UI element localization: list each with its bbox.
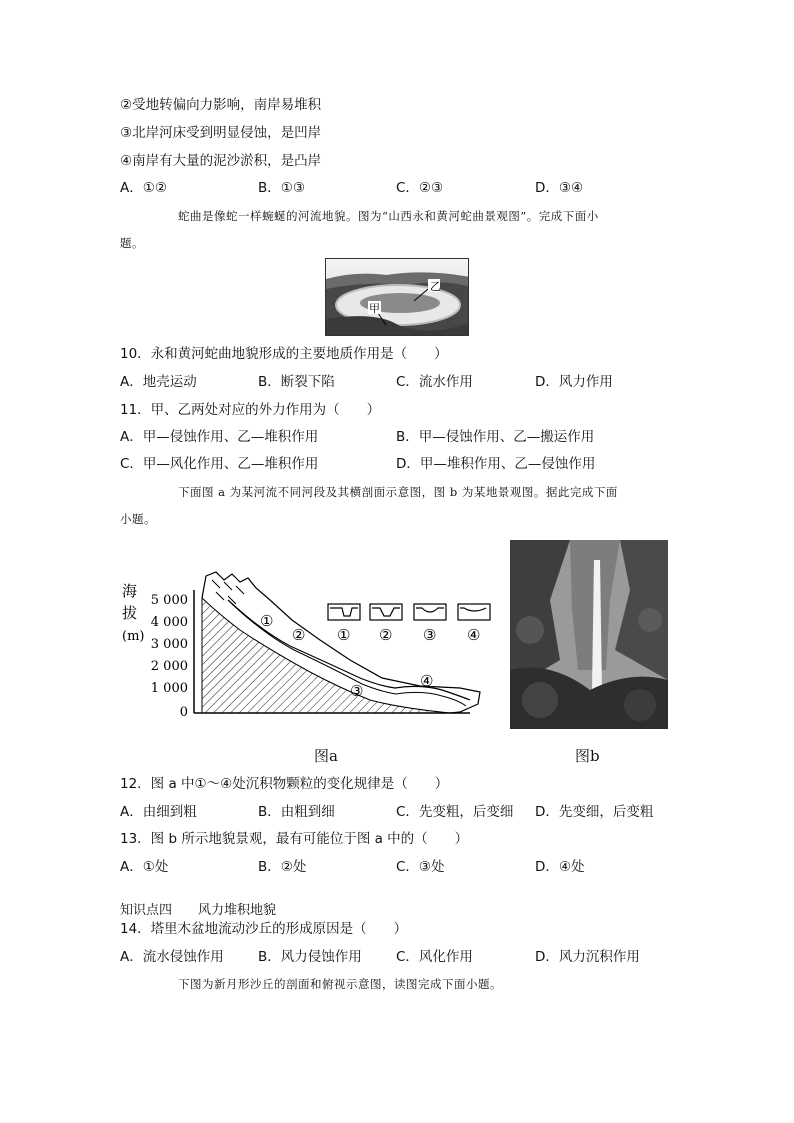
q14-option-d: D．风力沉积作用 <box>535 949 640 965</box>
q14-stem: 14．塔里木盆地流动沙丘的形成原因是（ ） <box>120 921 408 937</box>
tick-0: 0 <box>179 705 188 720</box>
label-jia: 甲 <box>369 302 380 315</box>
q13-option-d: D．④处 <box>535 859 585 875</box>
intro-meander-line1: 蛇曲是像蛇一样蜿蜒的河流地貌。图为“山西永和黄河蛇曲景观图”。完成下面小 <box>178 209 599 223</box>
section-label-1: ① <box>337 626 351 644</box>
q12-option-c: C．先变粗，后变细 <box>396 804 514 820</box>
tick-5000: 5 000 <box>150 593 188 608</box>
q13-option-a: A．①处 <box>120 859 169 875</box>
q11-option-c: C．甲—风化作用、乙—堆积作用 <box>120 456 319 472</box>
y-axis-char2: 拔 <box>122 604 138 622</box>
q14-option-b: B．风力侵蚀作用 <box>258 949 362 965</box>
figure-b-caption: 图b <box>575 747 600 765</box>
q11-stem: 11．甲、乙两处对应的外力作用为（ ） <box>120 402 381 418</box>
tick-3000: 3 000 <box>150 637 188 652</box>
tick-1000: 1 000 <box>150 681 188 696</box>
statement-3: ③北岸河床受到明显侵蚀，是凹岸 <box>120 125 322 141</box>
river-profile-diagram <box>120 560 500 720</box>
q10-option-c: C．流水作用 <box>396 374 473 390</box>
q12-option-d: D．先变细，后变粗 <box>535 804 654 820</box>
q13-stem: 13．图 b 所示地貌景观，最有可能位于图 a 中的（ ） <box>120 831 469 847</box>
q12-option-a: A．由细到粗 <box>120 804 197 820</box>
section-label-3: ③ <box>423 626 437 644</box>
q12-option-b: B．由粗到细 <box>258 804 335 820</box>
q14-option-a: A．流水侵蚀作用 <box>120 949 224 965</box>
figure-a-caption: 图a <box>314 747 338 765</box>
q10-stem: 10．永和黄河蛇曲地貌形成的主要地质作用是（ ） <box>120 346 448 362</box>
q10-option-b: B．断裂下陷 <box>258 374 335 390</box>
section-label-4: ④ <box>467 626 481 644</box>
q11-option-a: A．甲—侵蚀作用、乙—堆积作用 <box>120 429 319 445</box>
intro-river-line1: 下面图 a 为某河流不同河段及其横剖面示意图，图 b 为某地景观图。据此完成下面 <box>178 485 618 499</box>
y-axis-char1: 海 <box>122 582 138 600</box>
point-3: ③ <box>350 682 364 700</box>
q9-option-c: C．②③ <box>396 180 444 196</box>
q12-stem: 12．图 a 中①～④处沉积物颗粒的变化规律是（ ） <box>120 776 449 792</box>
label-yi: 乙 <box>430 280 441 293</box>
tick-4000: 4 000 <box>150 615 188 630</box>
waterfall-photo <box>510 540 668 729</box>
q11-option-d: D．甲—堆积作用、乙—侵蚀作用 <box>396 456 596 472</box>
q13-option-b: B．②处 <box>258 859 307 875</box>
section-4-heading: 知识点四 风力堆积地貌 <box>120 903 277 918</box>
q10-option-a: A．地壳运动 <box>120 374 197 390</box>
point-4: ④ <box>420 672 434 690</box>
q11-option-b: B．甲—侵蚀作用、乙—搬运作用 <box>396 429 595 445</box>
statement-4: ④南岸有大量的泥沙淤积，是凸岸 <box>120 153 322 169</box>
q13-option-c: C．③处 <box>396 859 445 875</box>
section-label-2: ② <box>379 626 393 644</box>
q9-option-d: D．③④ <box>535 180 584 196</box>
q14-option-c: C．风化作用 <box>396 949 473 965</box>
intro-dune: 下图为新月形沙丘的剖面和俯视示意图，读图完成下面小题。 <box>178 977 502 991</box>
tick-2000: 2 000 <box>150 659 188 674</box>
intro-river-line2: 小题。 <box>120 512 156 526</box>
point-2: ② <box>292 626 306 644</box>
y-axis-unit: (m) <box>122 629 145 644</box>
q9-option-b: B．①③ <box>258 180 305 196</box>
intro-meander-line2: 题。 <box>120 236 144 250</box>
meander-photo <box>325 258 469 336</box>
statement-2: ②受地转偏向力影响，南岸易堆积 <box>120 97 322 113</box>
q10-option-d: D．风力作用 <box>535 374 613 390</box>
point-1: ① <box>260 612 274 630</box>
q9-option-a: A．①② <box>120 180 167 196</box>
